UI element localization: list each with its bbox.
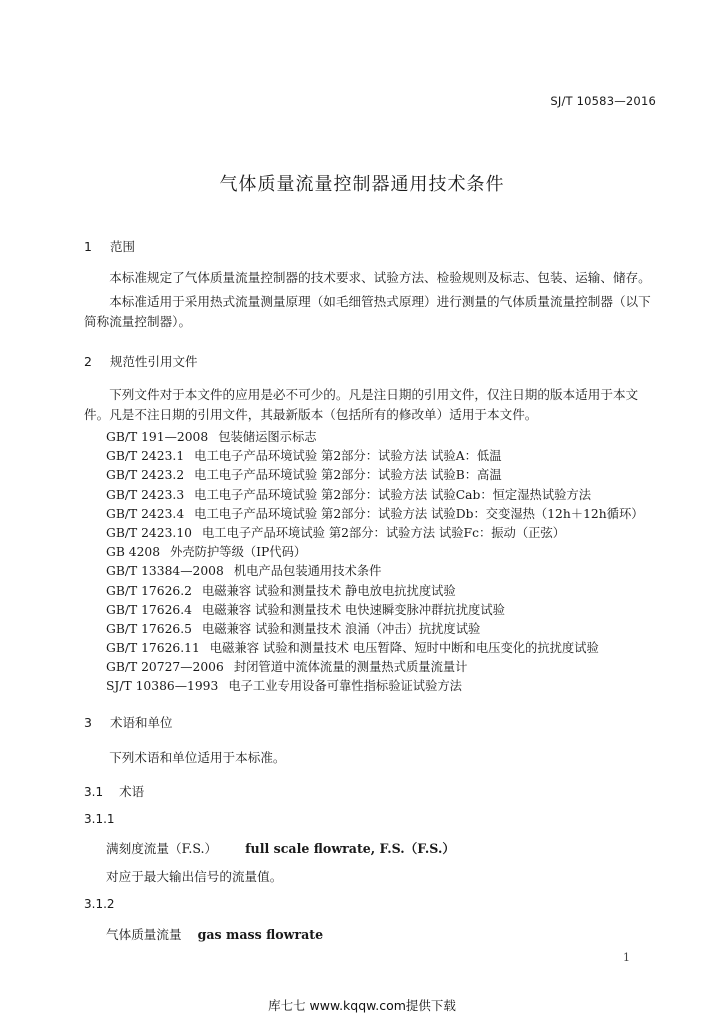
reference-item xyxy=(106,428,644,447)
reference-title: 电工电子产品环境试验 第2部分：试验方法 试验Cab：恒定湿热试验方法 xyxy=(194,487,592,502)
reference-list xyxy=(106,428,644,697)
reference-code: GB/T 2423.1 xyxy=(106,449,185,464)
term-english: gas mass flowrate xyxy=(197,927,324,942)
reference-item xyxy=(106,466,644,485)
reference-code: GB/T 2423.10 xyxy=(106,525,192,540)
term-chinese: 气体质量流量 xyxy=(106,927,182,942)
reference-title: 包装储运图示标志 xyxy=(218,430,317,444)
section-number: 2 xyxy=(84,354,92,369)
reference-code: GB/T 17626.2 xyxy=(106,583,192,598)
section-number: 1 xyxy=(84,239,92,254)
reference-title: 电工电子产品环境试验 第2部分：试验方法 试验Db：交变湿热（12h＋12h循环） xyxy=(194,506,644,521)
references-intro: 下列文件对于本文件的应用是必不可少的。凡是注日期的引用文件，仅注日期的版本适用于本文件。凡是不注日期的引用文件，其最新版本（包括所有的修改单）适用于本文件。 xyxy=(84,387,639,422)
reference-title: 电子工业专用设备可靠性指标验证试验方法 xyxy=(228,679,462,694)
document-title: 气体质量流量控制器通用技术条件 xyxy=(219,174,505,195)
reference-item xyxy=(106,620,644,639)
section-1-heading xyxy=(84,237,135,255)
reference-code: GB 4208 xyxy=(106,545,161,560)
reference-title: 电磁兼容 试验和测量技术 浪涌（冲击）抗扰度试验 xyxy=(201,621,481,636)
subsection-3-1-heading xyxy=(84,782,144,800)
section-number: 3 xyxy=(84,715,92,730)
term-number: 3.1.2 xyxy=(84,897,115,911)
term-number: 3.1.1 xyxy=(84,812,115,826)
term-heading xyxy=(106,838,455,857)
reference-item xyxy=(106,658,644,677)
term-definition: 对应于最大输出信号的流量值。 xyxy=(106,869,283,884)
download-footer: 库七七 www.kqqw.com提供下载 xyxy=(268,998,456,1013)
page-number: 1 xyxy=(623,951,630,964)
section-3-heading xyxy=(84,713,172,731)
reference-code: GB/T 191—2008 xyxy=(106,430,209,444)
section-title: 规范性引用文件 xyxy=(109,354,198,369)
term-chinese: 满刻度流量（F.S.） xyxy=(106,841,218,856)
reference-code: GB/T 2423.2 xyxy=(106,468,185,483)
scope-paragraph-2: 本标准适用于采用热式流量测量原理（如毛细管热式原理）进行测量的气体质量流量控制器（以下简称流量控制器）。 xyxy=(84,294,651,329)
reference-item xyxy=(106,639,644,658)
reference-item xyxy=(106,447,644,466)
reference-code: GB/T 13384—2008 xyxy=(106,564,224,579)
reference-title: 封闭管道中流体流量的测量热式质量流量计 xyxy=(233,660,468,675)
section-title: 范围 xyxy=(109,239,135,254)
reference-code: GB/T 17626.5 xyxy=(106,621,192,636)
reference-code: GB/T 17626.11 xyxy=(106,641,200,656)
term-heading xyxy=(106,924,323,943)
reference-title: 机电产品包装通用技术条件 xyxy=(233,564,382,579)
reference-code: GB/T 2423.4 xyxy=(106,506,185,521)
reference-item xyxy=(106,505,644,524)
scope-paragraph-1: 本标准规定了气体质量流量控制器的技术要求、试验方法、检验规则及标志、包装、运输、储存。 xyxy=(109,270,651,285)
reference-item xyxy=(106,677,644,696)
reference-item xyxy=(106,543,644,562)
reference-item xyxy=(106,524,644,543)
term-english: full scale flowrate, F.S.（F.S.） xyxy=(245,841,455,856)
reference-code: GB/T 17626.4 xyxy=(106,602,192,617)
reference-item xyxy=(106,582,644,601)
subsection-title: 术语 xyxy=(119,784,145,799)
section-title: 术语和单位 xyxy=(109,715,173,730)
reference-item xyxy=(106,562,644,581)
reference-item xyxy=(106,601,644,620)
reference-title: 电磁兼容 试验和测量技术 电压暂降、短时中断和电压变化的抗扰度试验 xyxy=(209,641,599,656)
reference-title: 电磁兼容 试验和测量技术 静电放电抗扰度试验 xyxy=(201,583,456,598)
reference-item xyxy=(106,486,644,505)
reference-title: 电工电子产品环境试验 第2部分：试验方法 试验B：高温 xyxy=(194,468,502,483)
reference-title: 电磁兼容 试验和测量技术 电快速瞬变脉冲群抗扰度试验 xyxy=(201,602,505,617)
reference-code: SJ/T 10386—1993 xyxy=(106,679,219,694)
standard-code: SJ/T 10583—2016 xyxy=(550,94,656,108)
terms-intro: 下列术语和单位适用于本标准。 xyxy=(109,750,286,765)
reference-title: 外壳防护等级（IP代码） xyxy=(170,545,307,560)
section-2-heading xyxy=(84,352,197,370)
subsection-number: 3.1 xyxy=(84,785,104,799)
reference-code: GB/T 20727—2006 xyxy=(106,660,224,675)
reference-title: 电工电子产品环境试验 第2部分：试验方法 试验Fc：振动（正弦） xyxy=(201,525,566,540)
reference-title: 电工电子产品环境试验 第2部分：试验方法 试验A：低温 xyxy=(194,449,502,464)
reference-code: GB/T 2423.3 xyxy=(106,487,185,502)
